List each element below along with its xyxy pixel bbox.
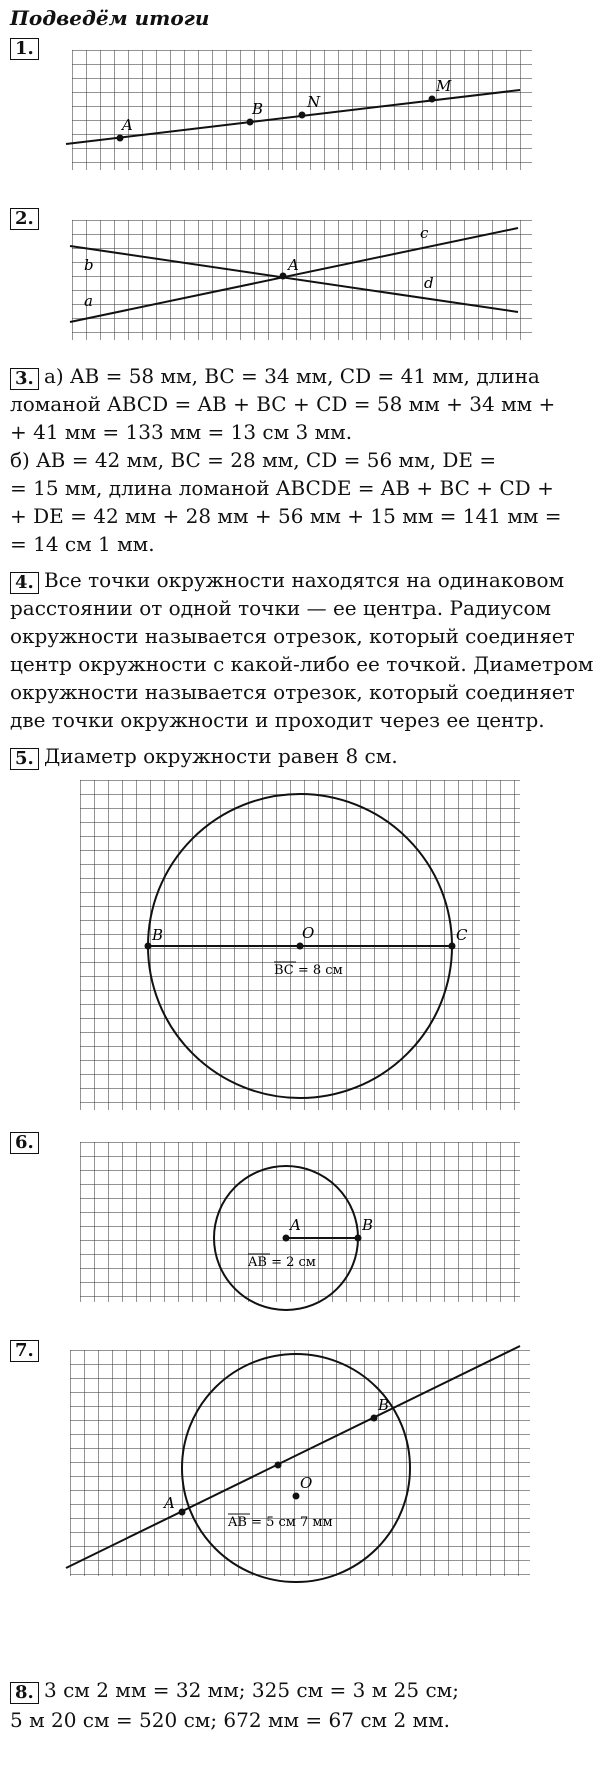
point-c-label: C: [456, 926, 468, 944]
chord-line: [66, 1346, 520, 1568]
task-4-number: 4.: [10, 572, 39, 594]
diameter-label: BC = 8 см: [274, 963, 343, 978]
point-a-label: A: [164, 1494, 175, 1512]
line-d-label: d: [424, 274, 434, 292]
task-2-number: 2.: [10, 208, 39, 230]
point-m-label: M: [436, 77, 452, 95]
point-n-label: N: [307, 93, 321, 111]
task-4-line-5: окружности называется отрезок, который соединяет: [10, 680, 575, 704]
task-3-line-1: а) AB = 58 мм, BC = 34 мм, CD = 41 мм, длина: [44, 364, 540, 388]
task-3-line-5: = 15 мм, длина ломаной ABCDE = AB + BC + CD +: [10, 476, 554, 500]
line-a-label: a: [84, 292, 93, 310]
task-4-line-2: расстоянии от одной точки — ее центра. Радиусом: [10, 596, 552, 620]
task-1-number: 1.: [10, 38, 39, 60]
line-c-label: c: [420, 224, 429, 242]
task-3-number: 3.: [10, 368, 39, 390]
task-3-line-3: + 41 мм = 133 мм = 13 см 3 мм.: [10, 420, 353, 444]
task-3-line-6: + DE = 42 мм + 28 мм + 56 мм + 15 мм = 141 мм =: [10, 504, 562, 528]
task-8-line-2: 5 м 20 см = 520 см; 672 мм = 67 см 2 мм.: [10, 1708, 451, 1732]
task-8-number: 8.: [10, 1682, 39, 1704]
task-7-number: 7.: [10, 1340, 39, 1362]
task-4-line-6: две точки окружности и проходит через ее центр.: [10, 708, 545, 732]
task-5-text: Диаметр окружности равен 8 см.: [44, 744, 398, 768]
task-3-line-4: б) AB = 42 мм, BC = 28 мм, CD = 56 мм, DE =: [10, 448, 497, 472]
point-o-label: O: [302, 924, 315, 942]
point-a-label: A: [290, 1216, 301, 1234]
circle-o: [182, 1354, 410, 1582]
task-6-number: 6.: [10, 1132, 39, 1154]
point-o: [293, 1493, 300, 1500]
point-b: [371, 1415, 378, 1422]
segment-label: AB = 5 см 7 мм: [228, 1515, 333, 1530]
point-o-label: O: [300, 1474, 313, 1492]
point-a-label: A: [122, 116, 133, 134]
point-a: [179, 1509, 186, 1516]
task-3-line-7: = 14 см 1 мм.: [10, 532, 155, 556]
midpoint: [275, 1462, 282, 1469]
task-4-line-3: окружности называется отрезок, который соединяет: [10, 624, 575, 648]
point-b-label: B: [362, 1216, 374, 1234]
point-b-label: B: [252, 100, 264, 118]
task-5-number: 5.: [10, 748, 39, 770]
point-b-label: B: [378, 1396, 390, 1414]
task-8-line-1: 3 см 2 мм = 32 мм; 325 см = 3 м 25 см;: [44, 1678, 459, 1702]
task-3-line-2: ломаной ABCD = AB + BC + CD = 58 мм + 34 мм +: [10, 392, 556, 416]
line-b-label: b: [84, 256, 94, 274]
point-a-label: A: [288, 256, 299, 274]
task-4-line-1: Все точки окружности находятся на одинаковом: [44, 568, 565, 592]
page-title: Подведём итоги: [10, 6, 210, 30]
point-b-label: B: [152, 926, 164, 944]
radius-label: AB = 2 см: [248, 1255, 316, 1270]
task-4-line-4: центр окружности с какой-либо ее точкой. Диаметром: [10, 652, 594, 676]
